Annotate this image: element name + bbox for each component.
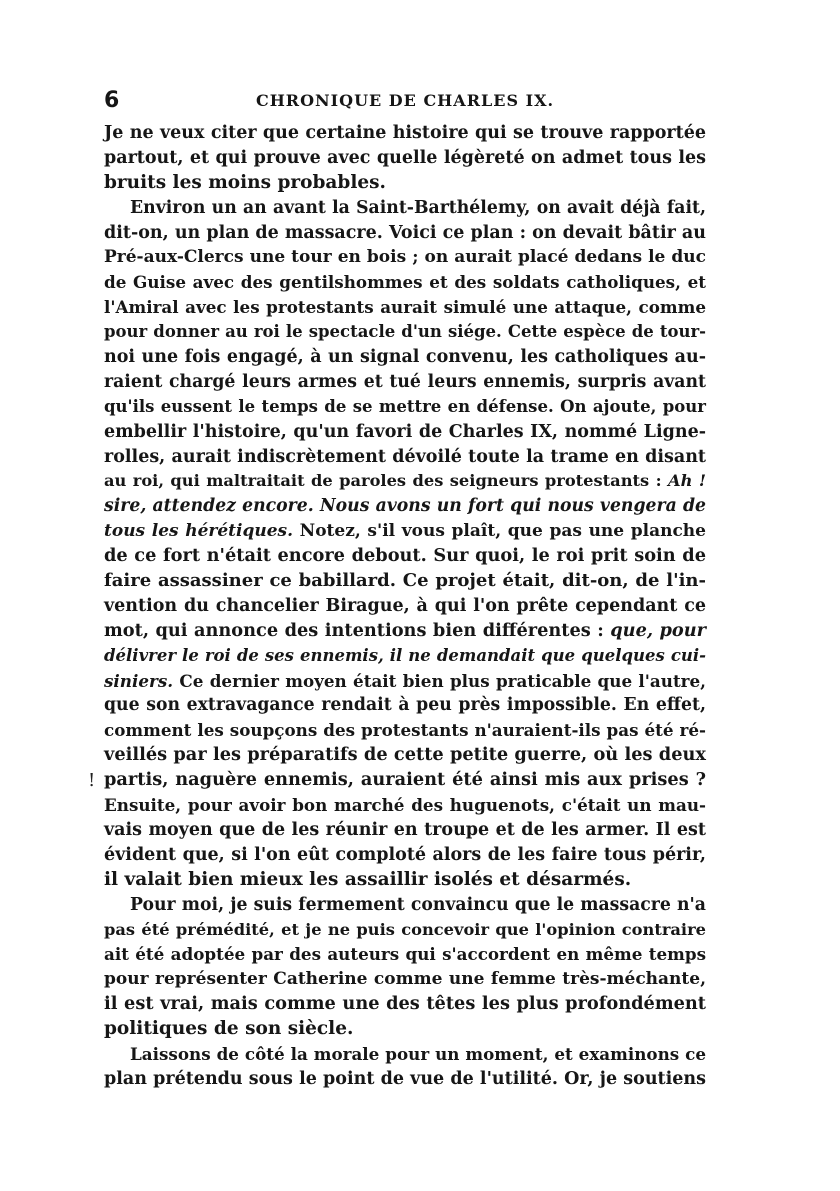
text-line (104, 1017, 706, 1042)
text-run: Ce dernier moyen était bien plus praticable que l'autre, (173, 670, 706, 691)
text-run: bruits les moins probables. (104, 171, 386, 193)
text-run: comment les soupçons des protestants n'auraient-ils pas été ré- (104, 720, 706, 741)
text-line (104, 519, 706, 544)
text-run: embellir l'histoire, qu'un favori de Charles IX, nommé Ligne- (104, 421, 706, 442)
text-run: noi une fois engagé, à un signal convenu, les catholiques au- (104, 347, 706, 368)
text-run: Je ne veux citer que certaine histoire qui se trouve rapportée (104, 123, 706, 143)
text-line (104, 967, 706, 992)
text-line (104, 818, 706, 843)
italic-text: sire, attendez encore. Nous avons un fort qui nous vengera de (104, 496, 706, 517)
text-run: partout, et qui prouve avec quelle légèreté on admet tous les (104, 147, 706, 168)
text-line (104, 918, 706, 943)
text-line (104, 146, 706, 171)
text-run: ait été adoptée par des auteurs qui s'accordent en même temps (104, 944, 706, 965)
text-run: Pour moi, je suis fermement convaincu que le massacre n'a (130, 894, 706, 915)
text-run: qu'ils eussent le temps de se mettre en défense. On ajoute, pour (104, 396, 706, 416)
text-line (104, 793, 706, 818)
page-number: 6 (104, 88, 120, 113)
text-line (104, 395, 706, 420)
text-line (104, 693, 706, 718)
text-line (104, 320, 706, 345)
text-line (104, 445, 706, 470)
text-line (104, 469, 706, 494)
text-line (104, 1042, 706, 1067)
text-line (104, 718, 706, 743)
text-run: Notez, s'il vous plaît, que pas une planche (293, 521, 706, 542)
italic-text: que, pour (610, 619, 707, 641)
text-run: partis, naguère ennemis, auraient été ainsi mis aux prises ? (104, 769, 706, 791)
text-run: pour donner au roi le spectacle d'un siége. Cette espèce de tour- (104, 322, 706, 342)
text-line (104, 768, 706, 793)
text-line (104, 345, 706, 370)
text-line (104, 569, 706, 594)
text-run: Ensuite, pour avoir bon marché des huguenots, c'était un mau- (104, 795, 706, 816)
text-run: politiques de son siècle. (104, 1018, 354, 1040)
text-run: vais moyen que de les réunir en troupe et de les armer. Il est (104, 819, 706, 840)
text-line (104, 370, 706, 395)
text-line (104, 619, 706, 644)
text-run: mot, qui annonce des intentions bien différentes : (104, 619, 611, 641)
text-line (104, 1067, 706, 1092)
text-run: évident que, si l'on eût comploté alors de les faire tous périr, (104, 844, 706, 865)
text-line (104, 843, 706, 868)
text-run: de Guise avec des gentilshommes et des soldats catholiques, et (104, 272, 706, 293)
text-run: vention du chancelier Birague, à qui l'on prête cependant ce (104, 595, 706, 616)
body-text (104, 121, 706, 1092)
running-head (104, 88, 706, 116)
text-line (104, 992, 706, 1017)
text-run: pas été prémédité, et je ne puis concevoir que l'opinion contraire (104, 919, 706, 939)
text-line (104, 121, 706, 146)
text-run: faire assassiner ce babillard. Ce projet était, dit-on, de l'in- (104, 570, 706, 592)
text-run: de ce fort n'était encore debout. Sur quoi, le roi prit soin de (104, 545, 706, 567)
text-run: Laissons de côté la morale pour un moment, et examinons ce (130, 1043, 706, 1064)
text-line (104, 245, 706, 270)
margin-mark: ! (88, 770, 96, 791)
text-run: rolles, aurait indiscrètement dévoilé toute la trame en disant (104, 446, 706, 467)
text-line (104, 196, 706, 221)
text-line (104, 669, 706, 694)
text-run: raient chargé leurs armes et tué leurs ennemis, surpris avant (104, 371, 706, 392)
text-run: au roi, qui maltraitait de paroles des seigneurs protestants : (104, 471, 669, 491)
text-run: que son extravagance rendait à peu près impossible. En effet, (104, 695, 706, 716)
text-run: dit-on, un plan de massacre. Voici ce plan : on devait bâtir au (104, 222, 706, 243)
text-line (104, 221, 706, 246)
text-run: Pré-aux-Clercs une tour en bois ; on aurait placé dedans le duc (104, 247, 706, 268)
text-line (104, 420, 706, 445)
running-title: CHRONIQUE DE CHARLES IX. (255, 91, 555, 110)
italic-text: siniers. (104, 670, 174, 691)
text-line (104, 494, 706, 519)
text-run: il valait bien mieux les assaillir isolés et désarmés. (104, 868, 632, 890)
text-line (104, 644, 706, 669)
text-run: l'Amiral avec les protestants aurait simulé une attaque, comme (104, 297, 706, 318)
italic-text: tous les hérétiques. (104, 521, 294, 542)
text-line (104, 942, 706, 967)
italic-text: délivrer le roi de ses ennemis, il ne demandait que quelques cui- (104, 645, 706, 665)
text-run: plan prétendu sous le point de vue de l'utilité. Or, je soutiens (104, 1068, 706, 1089)
italic-text: Ah ! (668, 471, 706, 491)
text-line (104, 270, 706, 295)
text-line (104, 594, 706, 619)
text-run: pour représenter Catherine comme une femme très-méchante, (104, 969, 706, 990)
text-run: Environ un an avant la Saint-Barthélemy, on avait déjà fait, (130, 197, 706, 218)
text-line (104, 295, 706, 320)
text-run: il est vrai, mais comme une des têtes les plus profondément (104, 993, 706, 1015)
text-line (104, 868, 706, 893)
text-line (104, 171, 706, 196)
text-line (104, 544, 706, 569)
text-line (104, 743, 706, 768)
text-run: veillés par les préparatifs de cette petite guerre, où les deux (104, 744, 706, 766)
text-line (104, 893, 706, 918)
